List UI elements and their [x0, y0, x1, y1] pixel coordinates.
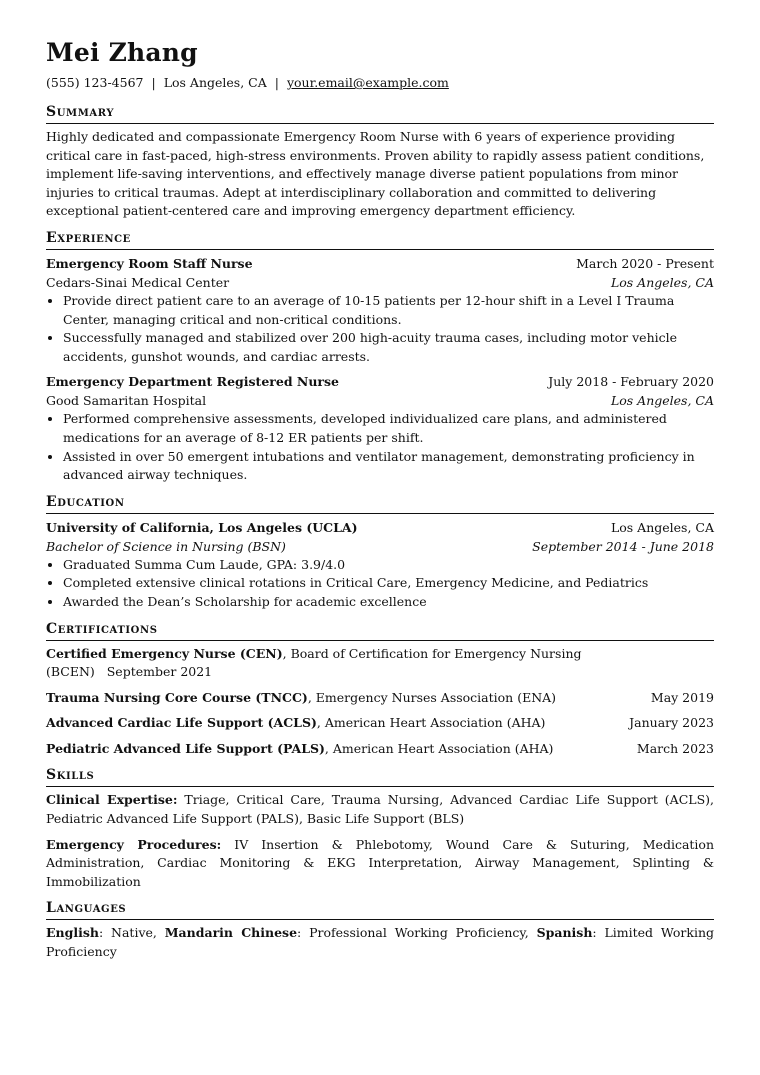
skill-group — [46, 791, 714, 828]
job-location: Los Angeles, CA — [610, 274, 714, 290]
bullet-item: • Provide direct patient care to an average of 10-15 patients per 12-hour shift in a Level I Trauma Center, managing critical and non-critical conditions. — [63, 292, 714, 329]
separator: | — [274, 75, 279, 90]
cert-issuer: , American Heart Association (AHA) — [324, 740, 554, 756]
job-entry — [46, 254, 714, 366]
summary-text: Highly dedicated and compassionate Emergency Room Nurse with 6 years of experience providing critical care in fast-paced, high-stress environments. Proven ability to rapidly assess patient conditions, implement life-saving interventions, and effectively manage diverse patient populations from minor injuries to critical traumas. Adept at interdisciplinary collaboration and committed to delivering exceptional patient-centered care and improving emergency department efficiency. — [46, 129, 705, 219]
education-dates: September 2014 - June 2018 — [532, 538, 714, 554]
candidate-name: Mei Zhang — [46, 38, 198, 67]
certification-item — [46, 645, 714, 682]
job-role: Emergency Department Registered Nurse — [46, 374, 339, 390]
bullet-item: • Successfully managed and stabilized over 200 high-acuity trauma cases, including motor vehicle accidents, gunshot wounds, and cardiac arrests. — [63, 329, 714, 366]
cert-date: September 2021 — [106, 664, 213, 680]
languages-section — [46, 898, 714, 961]
certification-item — [46, 689, 714, 708]
location: Los Angeles, CA — [163, 75, 267, 90]
certification-item — [46, 714, 714, 733]
email-link[interactable]: your.email@example.com — [286, 75, 449, 90]
job-entry — [46, 372, 714, 484]
language-name: English — [46, 925, 99, 941]
languages-list — [46, 924, 714, 961]
job-bullets — [46, 292, 714, 366]
section-title-languages: Languages — [46, 898, 714, 920]
cert-name: Certified Emergency Nurse (CEN) — [46, 645, 283, 661]
job-dates: March 2020 - Present — [576, 255, 714, 271]
section-title-summary: Summary — [46, 102, 714, 124]
bullet-item: • Performed comprehensive assessments, developed individualized care plans, and administered medications for an average of 8-12 ER patients per shift. — [63, 410, 714, 447]
certification-item — [46, 740, 714, 759]
language-name: Mandarin Chinese — [164, 925, 298, 941]
cert-issuer: , Emergency Nurses Association (ENA) — [307, 689, 557, 705]
cert-date: January 2023 — [629, 715, 714, 731]
bullet-item: • Awarded the Dean’s Scholarship for academic excellence — [63, 593, 714, 612]
education-section — [46, 492, 714, 612]
bullet-item: • Graduated Summa Cum Laude, GPA: 3.9/4.0 — [63, 556, 714, 575]
job-employer: Good Samaritan Hospital — [46, 393, 207, 409]
contact-line — [46, 74, 714, 92]
cert-issuer: , American Heart Association (AHA) — [316, 715, 546, 731]
job-dates: July 2018 - February 2020 — [548, 374, 714, 390]
section-title-experience: Experience — [46, 228, 714, 250]
job-location: Los Angeles, CA — [610, 393, 714, 409]
phone: (555) 123-4567 — [46, 75, 144, 90]
cert-name: Trauma Nursing Core Course (TNCC) — [46, 689, 308, 705]
section-title-certifications: Certifications — [46, 619, 714, 641]
education-bullets — [46, 556, 714, 612]
school-name: University of California, Los Angeles (UCLA) — [46, 519, 358, 535]
language-level: : Native, — [98, 925, 165, 941]
skill-label: Clinical Expertise: — [46, 792, 178, 808]
bullet-item: • Completed extensive clinical rotations in Critical Care, Emergency Medicine, and Pediatrics — [63, 574, 714, 593]
cert-issuer: , Board of Certification for Emergency Nursing (BCEN) — [46, 645, 582, 680]
skills-section — [46, 765, 714, 891]
separator: | — [151, 75, 156, 90]
summary-section — [46, 102, 714, 221]
experience-section — [46, 228, 714, 485]
cert-name: Pediatric Advanced Life Support (PALS) — [46, 740, 325, 756]
skill-group — [46, 836, 714, 892]
bullet-item: • Assisted in over 50 emergent intubations and ventilator management, demonstrating proficiency in advanced airway techniques. — [63, 448, 714, 485]
section-title-education: Education — [46, 492, 714, 514]
certifications-section — [46, 619, 714, 759]
skill-text: IV Insertion & Phlebotomy, Wound Care & Suturing, Medication Administration, Cardiac Monitoring & EKG Interpretation, Airway Management, Splinting & Immobilization — [46, 836, 714, 889]
section-title-skills: Skills — [46, 765, 714, 787]
cert-date: May 2019 — [650, 689, 714, 705]
degree: Bachelor of Science in Nursing (BSN) — [46, 538, 286, 554]
job-role: Emergency Room Staff Nurse — [46, 255, 253, 271]
language-level: : Professional Working Proficiency, — [297, 925, 537, 941]
job-bullets — [46, 410, 714, 484]
cert-name: Advanced Cardiac Life Support (ACLS) — [46, 715, 317, 731]
school-location: Los Angeles, CA — [610, 519, 714, 535]
skill-label: Emergency Procedures: — [46, 836, 222, 852]
cert-date: March 2023 — [636, 740, 714, 756]
job-employer: Cedars-Sinai Medical Center — [46, 274, 230, 290]
skill-text: Triage, Critical Care, Trauma Nursing, Advanced Cardiac Life Support (ACLS), Pediatric Advanced Life Support (PALS), Basic Life Support (BLS) — [46, 792, 714, 827]
language-name: Spanish — [536, 925, 593, 941]
language-level: : Limited Working Proficiency — [46, 925, 714, 960]
